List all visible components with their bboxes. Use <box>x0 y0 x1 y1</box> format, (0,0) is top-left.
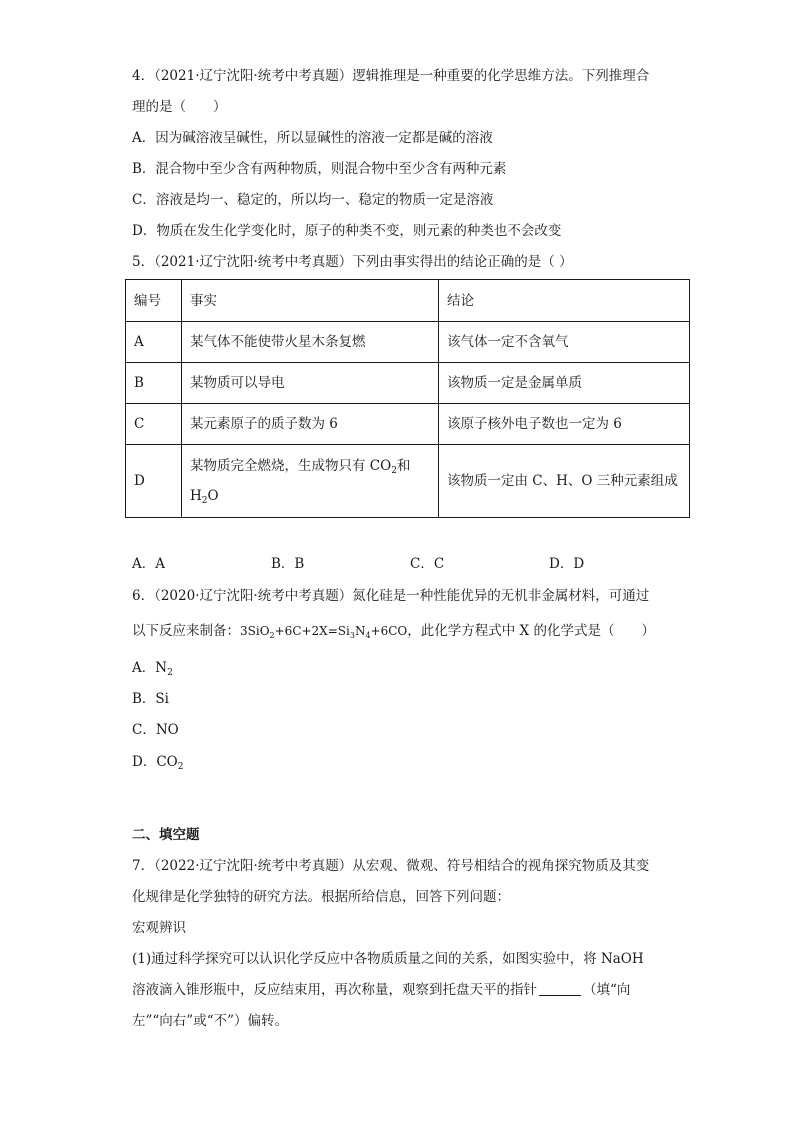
header-conclusion: 结论 <box>439 280 690 322</box>
row-conclusion: 该物质一定由 C、H、O 三种元素组成 <box>439 445 690 518</box>
q7-part1-line3: 左”“向右”或“不”）偏转。 <box>132 1013 289 1029</box>
q6-option-b: B．Si <box>132 691 169 707</box>
row-conclusion: 该物质一定是金属单质 <box>439 363 690 404</box>
table-header-row <box>126 280 690 322</box>
answer-blank[interactable] <box>539 981 581 996</box>
q6-option-a: A．$N_2$ <box>132 660 173 678</box>
q4-option-c: C．溶液是均一、稳定的，所以均一、稳定的物质一定是溶液 <box>132 192 494 208</box>
q6-option-d: D．$CO_2$ <box>132 754 184 772</box>
table-row <box>126 445 690 518</box>
row-conclusion: 该气体一定不含氧气 <box>439 322 690 363</box>
q5-choice-c: C．C <box>410 556 445 572</box>
row-fact: 某物质完全燃烧，生成物只有 $CO_2$和 $H_2O$ <box>182 445 439 518</box>
header-fact: 事实 <box>182 280 439 322</box>
q4-stem-line2: 理的是（ ） <box>132 99 227 115</box>
row-id: A <box>126 322 182 363</box>
q7-part1-line1: (1)通过科学探究可以认识化学反应中各物质质量之间的关系，如图实验中，将 NaOH <box>132 951 644 967</box>
q5-choice-b: B．B <box>271 556 305 572</box>
row-fact: 某物质可以导电 <box>182 363 439 404</box>
row-conclusion: 该原子核外电子数也一定为 6 <box>439 404 690 445</box>
q4-option-d: D．物质在发生化学变化时，原子的种类不变，则元素的种类也不会改变 <box>132 223 562 239</box>
row-id: C <box>126 404 182 445</box>
q6-stem-line1: 6．（2020·辽宁沈阳·统考中考真题）氮化硅是一种性能优异的无机非金属材料，可通过 <box>132 588 650 604</box>
table-row <box>126 322 690 363</box>
q6-stem-line2: 以下反应来制备：$3SiO_2+6C+2X=Si_3N_4+6CO$，此化学方程式中 X 的化学式是（ ） <box>132 623 655 640</box>
section-heading: 二、填空题 <box>132 827 200 843</box>
header-id: 编号 <box>126 280 182 322</box>
q7-stem-line2: 化规律是化学独特的研究方法。根据所给信息，回答下列问题： <box>132 889 510 905</box>
table-row <box>126 363 690 404</box>
q4-option-a: A．因为碱溶液呈碱性，所以显碱性的溶液一定都是碱的溶液 <box>132 130 493 146</box>
q7-stem-line1: 7．（2022·辽宁沈阳·统考中考真题）从宏观、微观、符号相结合的视角探究物质及其变 <box>132 858 650 874</box>
row-fact: 某气体不能使带火星木条复燃 <box>182 322 439 363</box>
q4-option-b: B．混合物中至少含有两种物质，则混合物中至少含有两种元素 <box>132 161 507 177</box>
q4-stem-line1: 4．（2021·辽宁沈阳·统考中考真题）逻辑推理是一种重要的化学思维方法。下列推理合 <box>132 68 650 84</box>
row-fact: 某元素原子的质子数为 6 <box>182 404 439 445</box>
row-id: B <box>126 363 182 404</box>
q5-choice-d: D．D <box>549 556 585 572</box>
q6-option-c: C．NO <box>132 722 179 738</box>
q7-part1-line2: 溶液滴入锥形瓶中，反应结束用，再次称量，观察到托盘天平的指针 （填“向 <box>132 982 631 998</box>
row-id: D <box>126 445 182 518</box>
q5-facts-table <box>125 279 690 518</box>
q5-stem: 5．（2021·辽宁沈阳·统考中考真题）下列由事实得出的结论正确的是（ ） <box>132 254 573 270</box>
q7-sub-heading: 宏观辨识 <box>132 920 186 936</box>
q5-choice-a: A．A <box>132 556 165 572</box>
table-row <box>126 404 690 445</box>
chemical-equation: $3SiO_2+6C+2X=Si_3N_4+6CO$ <box>240 624 408 640</box>
